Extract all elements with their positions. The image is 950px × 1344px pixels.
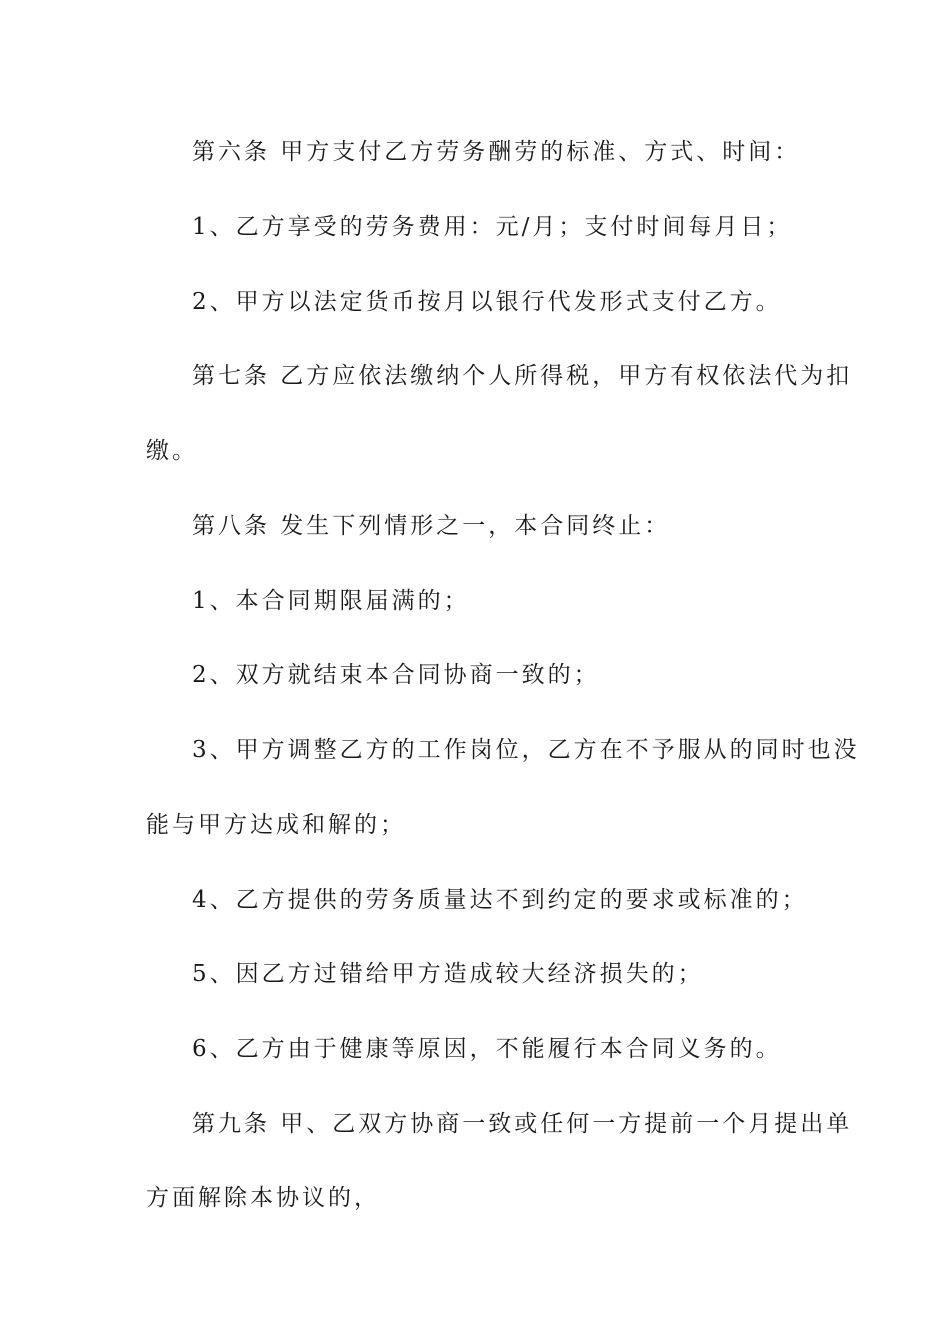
article-8-item-3: 3、甲方调整乙方的工作岗位，乙方在不予服从的同时也没 bbox=[192, 737, 860, 763]
article-6-item-2: 2、甲方以法定货币按月以银行代发形式支付乙方。 bbox=[192, 289, 782, 315]
article-8-heading: 第八条 发生下列情形之一，本合同终止： bbox=[192, 513, 671, 539]
article-6-item-1: 1、乙方享受的劳务费用：元/月；支付时间每月日； bbox=[192, 214, 793, 240]
article-8-item-4: 4、乙方提供的劳务质量达不到约定的要求或标准的； bbox=[192, 887, 808, 913]
article-9-continuation: 方面解除本协议的， bbox=[146, 1185, 380, 1211]
article-9-heading: 第九条 甲、乙双方协商一致或任何一方提前一个月提出单 bbox=[192, 1111, 853, 1137]
article-7-heading: 第七条 乙方应依法缴纳个人所得税，甲方有权依法代为扣 bbox=[192, 363, 853, 389]
article-7-continuation: 缴。 bbox=[146, 438, 198, 464]
article-8-item-5: 5、因乙方过错给甲方造成较大经济损失的； bbox=[192, 961, 704, 987]
article-8-item-6: 6、乙方由于健康等原因，不能履行本合同义务的。 bbox=[192, 1036, 782, 1062]
article-6-heading: 第六条 甲方支付乙方劳务酬劳的标准、方式、时间： bbox=[192, 139, 801, 165]
article-8-item-2: 2、双方就结束本合同协商一致的； bbox=[192, 662, 600, 688]
article-8-item-3-continuation: 能与甲方达成和解的； bbox=[146, 812, 406, 838]
article-8-item-1: 1、本合同期限届满的； bbox=[192, 588, 470, 614]
